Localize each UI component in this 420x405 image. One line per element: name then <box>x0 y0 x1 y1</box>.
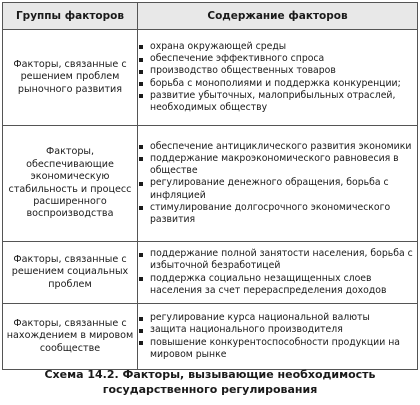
list-item: поддержка социально незащищенных слоев населения за счет перераспределения доходов <box>138 273 417 297</box>
table-header-row <box>3 3 418 30</box>
factor-content <box>138 126 418 242</box>
table-row <box>3 304 418 370</box>
factor-list <box>138 312 417 361</box>
caption-line-2: государственного регулирования <box>102 383 318 396</box>
factor-list <box>138 141 417 226</box>
list-item: развитие убыточных, малоприбыльных отраслей, необходимых обществу <box>138 90 417 114</box>
table-row <box>3 242 418 304</box>
factor-content <box>138 304 418 370</box>
list-item: регулирование денежного обращения, борьба с инфляцией <box>138 177 417 201</box>
list-item: производство общественных товаров <box>138 65 417 77</box>
factor-content <box>138 30 418 126</box>
factor-group-social: Факторы, связанные с решением социальных проблем <box>3 242 138 304</box>
factor-list <box>138 248 417 297</box>
table-row <box>3 126 418 242</box>
figure-caption <box>0 367 420 397</box>
list-item: поддержание полной занятости населения, борьба с избыточной безработицей <box>138 248 417 272</box>
factor-content <box>138 242 418 304</box>
factor-list <box>138 41 417 114</box>
list-item: защита национального производителя <box>138 324 417 336</box>
factor-group-global: Факторы, связанные с нахождением в мировом сообществе <box>3 304 138 370</box>
list-item: стимулирование долгосрочного экономического развития <box>138 202 417 226</box>
caption-line-1: Схема 14.2. Факторы, вызывающие необходимость <box>44 368 376 381</box>
list-item: охрана окружающей среды <box>138 41 417 53</box>
factor-group-stability: Факторы, обеспечивающие экономическую стабильность и процесс расширенного воспроизводства <box>3 126 138 242</box>
list-item: поддержание макроэкономического равновесия в обществе <box>138 153 417 177</box>
header-groups: Группы факторов <box>3 3 138 30</box>
factors-table <box>2 2 418 370</box>
table-row <box>3 30 418 126</box>
list-item: обеспечение эффективного спроса <box>138 53 417 65</box>
list-item: повышение конкурентоспособности продукции на мировом рынке <box>138 337 417 361</box>
list-item: регулирование курса национальной валюты <box>138 312 417 324</box>
list-item: обеспечение антициклического развития экономики <box>138 141 417 153</box>
list-item: борьба с монополиями и поддержка конкуренции; <box>138 78 417 90</box>
header-content: Содержание факторов <box>138 3 418 30</box>
factor-group-market: Факторы, связанные с решением проблем рыночного развития <box>3 30 138 126</box>
